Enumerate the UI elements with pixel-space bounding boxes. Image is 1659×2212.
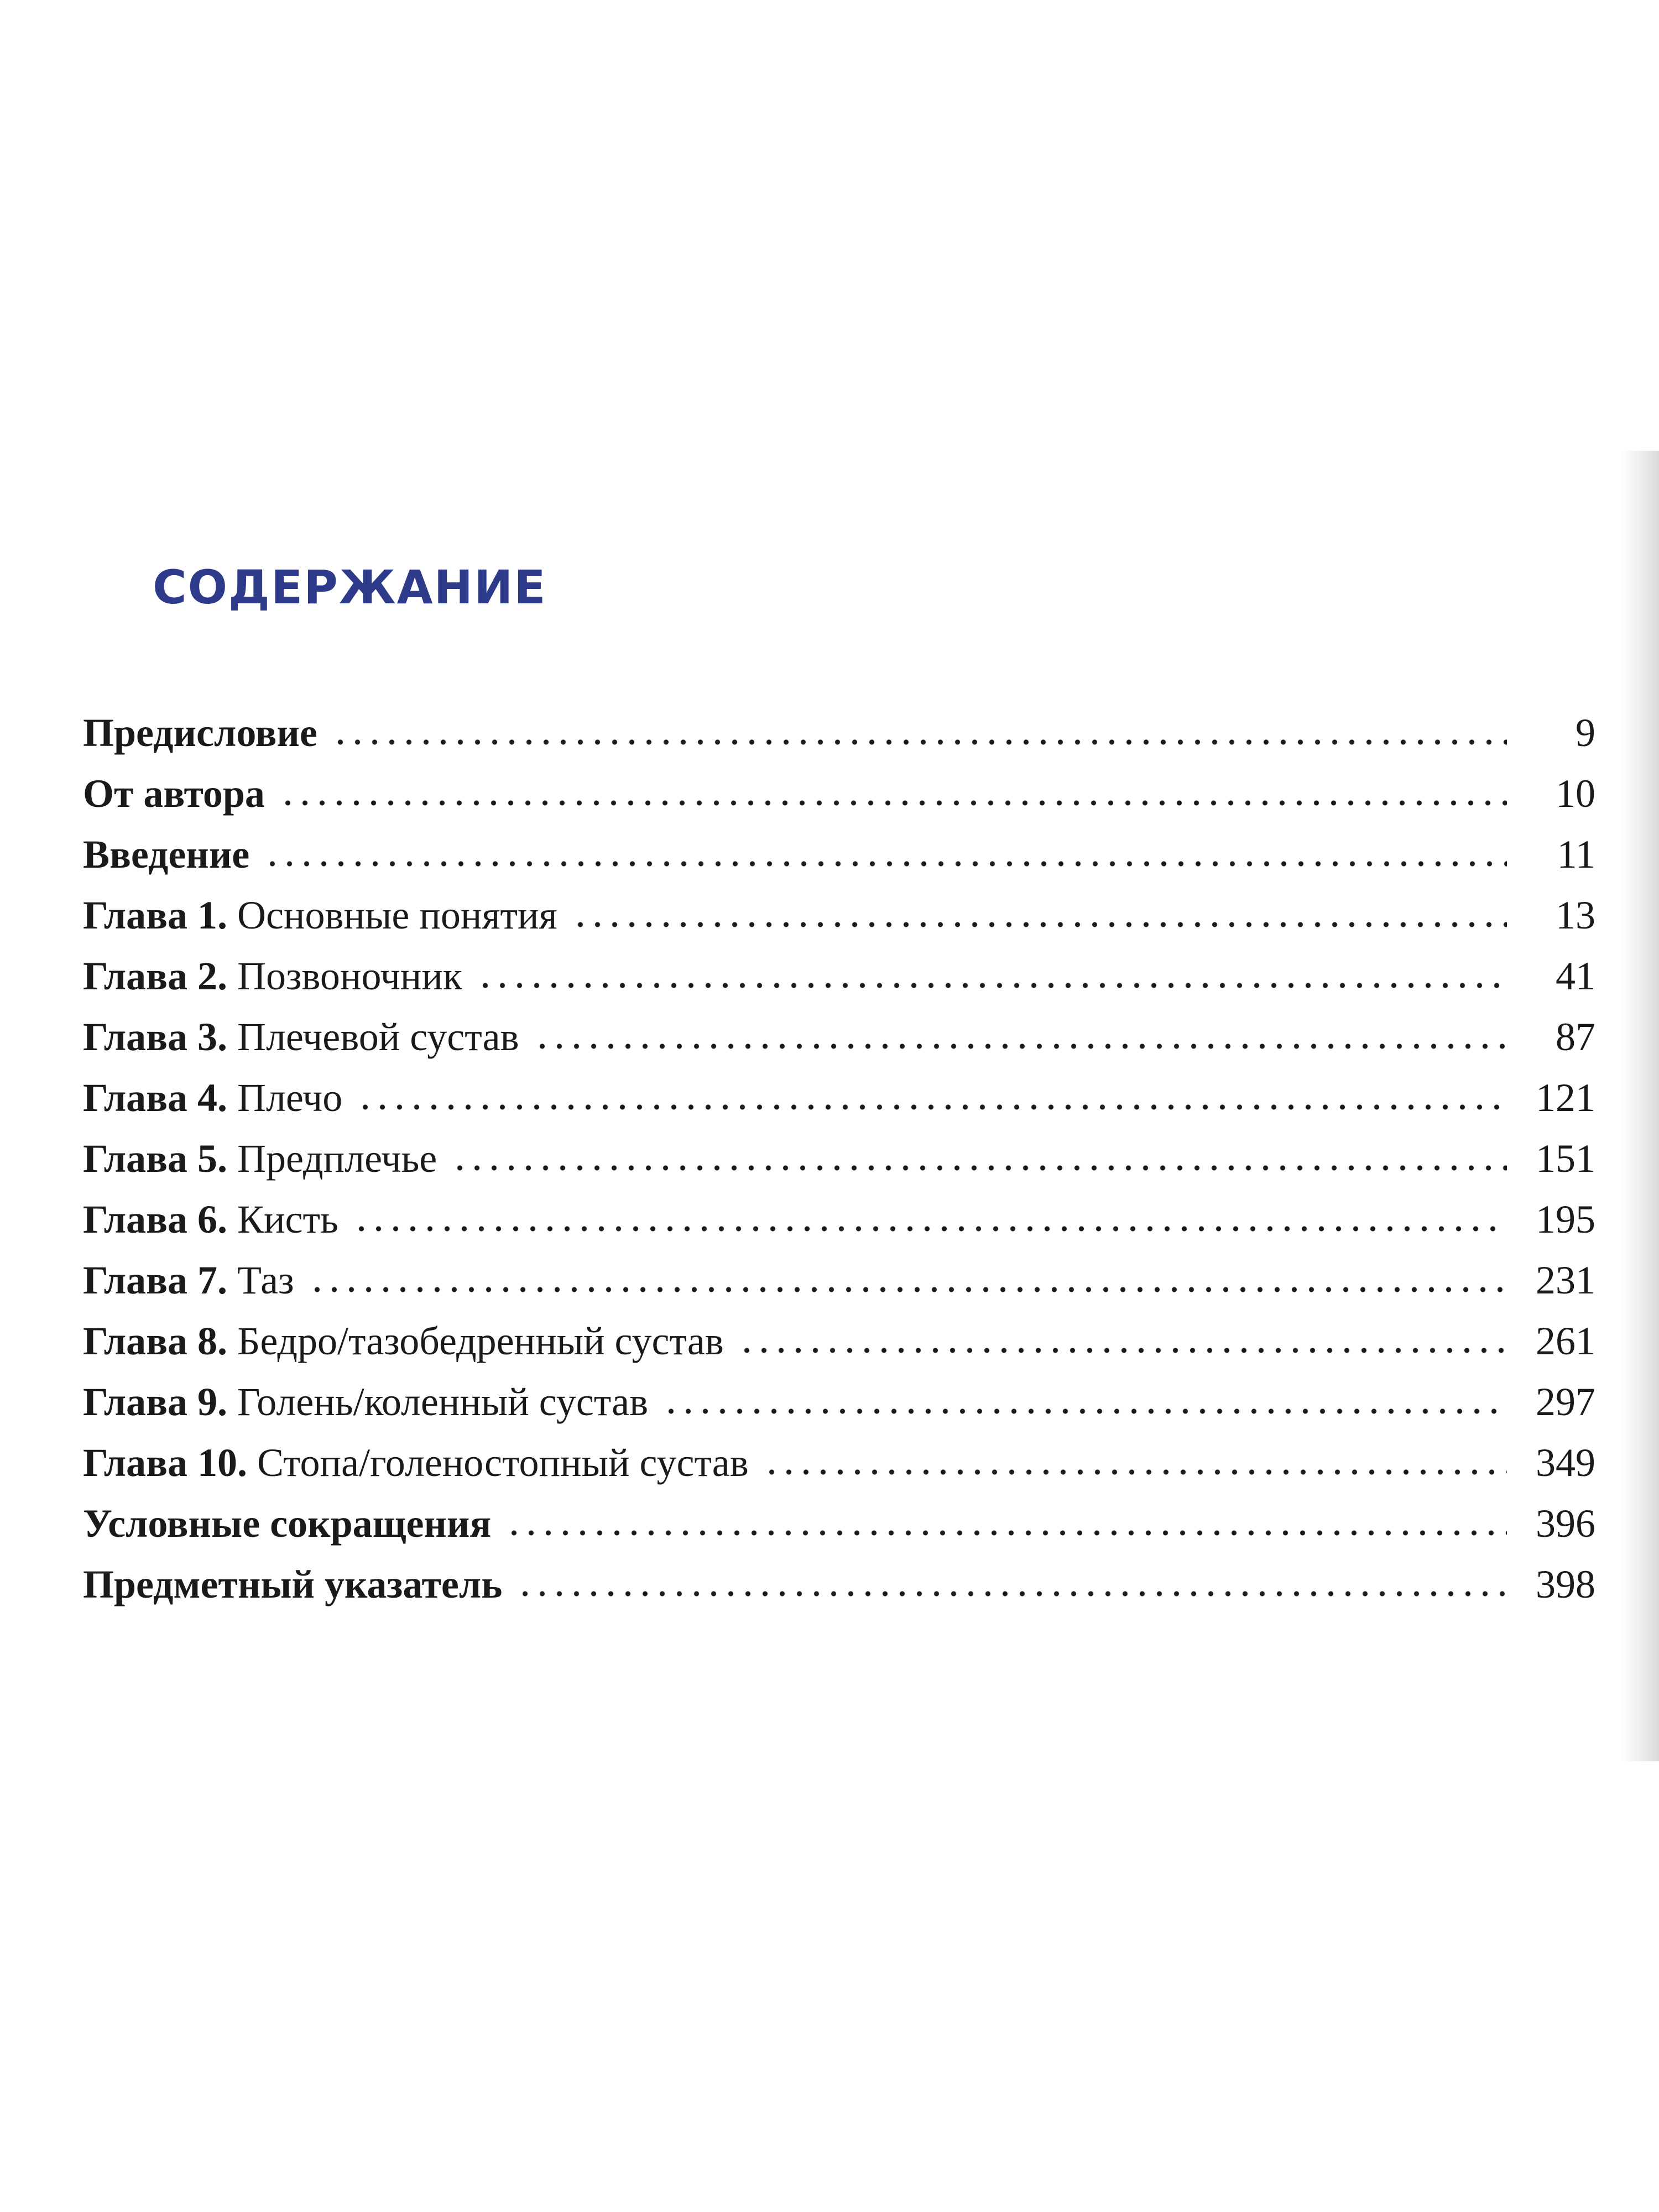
toc-entry-title <box>83 885 557 946</box>
toc-dot-leader <box>332 739 1507 745</box>
toc-entry-label: Введение <box>83 832 250 877</box>
toc-list <box>83 702 1595 1615</box>
toc-entry-label: Глава 1. <box>83 893 227 937</box>
toc-entry-label: Предисловие <box>83 711 317 755</box>
toc-entry-title <box>83 1006 519 1067</box>
toc-dot-leader <box>572 922 1507 927</box>
toc-dot-leader <box>353 1226 1507 1232</box>
toc-entry-subject-index <box>83 1554 1595 1615</box>
toc-entry-chapter-8 <box>83 1311 1595 1371</box>
toc-entry-chapter-1 <box>83 885 1595 946</box>
toc-dot-leader <box>309 1287 1507 1292</box>
toc-dot-leader <box>517 1591 1507 1597</box>
toc-entry-label: Глава 10. <box>83 1441 247 1485</box>
toc-entry-label: Глава 8. <box>83 1319 227 1363</box>
toc-page-number: 121 <box>1536 1076 1595 1120</box>
toc-entry-title <box>83 1311 724 1371</box>
toc-entry-title <box>83 1189 338 1250</box>
toc-entry-title <box>83 702 317 763</box>
toc-entry-chapter-5 <box>83 1128 1595 1189</box>
toc-entry-chapter-6 <box>83 1189 1595 1250</box>
toc-entry-from-author <box>83 763 1595 824</box>
toc-dot-leader <box>534 1044 1507 1049</box>
toc-entry-chapter-title: Голень/коленный сустав <box>237 1380 649 1424</box>
toc-entry-title <box>83 946 462 1006</box>
toc-dot-leader <box>738 1348 1507 1353</box>
toc-entry-chapter-title: Таз <box>237 1258 294 1302</box>
toc-page-number: 396 <box>1536 1501 1595 1546</box>
toc-entry-preface <box>83 702 1595 763</box>
toc-heading: СОДЕРЖАНИЕ <box>153 560 547 614</box>
toc-entry-title <box>83 1432 749 1493</box>
toc-entry-label: Глава 3. <box>83 1015 227 1059</box>
toc-entry-label: Глава 4. <box>83 1076 227 1120</box>
toc-entry-chapter-title: Плечо <box>237 1076 343 1120</box>
toc-page-number: 13 <box>1556 893 1595 937</box>
toc-dot-leader <box>763 1469 1507 1475</box>
toc-entry-chapter-10 <box>83 1432 1595 1493</box>
page-edge-shadow <box>1620 451 1659 1761</box>
toc-dot-leader <box>477 983 1507 988</box>
toc-entry-title <box>83 1371 648 1432</box>
toc-entry-chapter-title: Стопа/голеностопный сустав <box>257 1441 749 1485</box>
toc-page-number: 231 <box>1536 1258 1595 1302</box>
toc-entry-chapter-4 <box>83 1067 1595 1128</box>
toc-entry-title <box>83 824 249 885</box>
toc-entry-chapter-title: Плечевой сустав <box>237 1015 519 1059</box>
toc-entry-title <box>83 1128 437 1189</box>
toc-page-number: 10 <box>1556 771 1595 816</box>
toc-entry-chapter-title: Бедро/тазобедренный сустав <box>237 1319 724 1363</box>
toc-entry-label: Условные сокращения <box>83 1501 492 1546</box>
toc-dot-leader <box>451 1165 1507 1171</box>
toc-entry-chapter-title: Основные понятия <box>237 893 557 937</box>
toc-page-number: 398 <box>1536 1562 1595 1606</box>
toc-entry-label: От автора <box>83 771 265 816</box>
toc-entry-title <box>83 763 265 824</box>
toc-page-number: 87 <box>1556 1015 1595 1059</box>
toc-entry-introduction <box>83 824 1595 885</box>
toc-page-number: 11 <box>1557 832 1595 877</box>
toc-entry-abbreviations <box>83 1493 1595 1554</box>
toc-page-number: 41 <box>1556 954 1595 998</box>
toc-page-number: 349 <box>1536 1441 1595 1485</box>
toc-entry-title <box>83 1493 491 1554</box>
toc-entry-label: Глава 5. <box>83 1136 227 1181</box>
toc-entry-title <box>83 1067 342 1128</box>
toc-dot-leader <box>505 1530 1507 1536</box>
toc-entry-label: Глава 7. <box>83 1258 227 1302</box>
toc-entry-chapter-title: Позвоночник <box>237 954 462 998</box>
toc-dot-leader <box>264 861 1507 867</box>
toc-page-number: 9 <box>1575 711 1595 755</box>
toc-page-number: 261 <box>1536 1319 1595 1363</box>
toc-dot-leader <box>279 800 1507 806</box>
toc-entry-chapter-7 <box>83 1250 1595 1311</box>
toc-entry-chapter-3 <box>83 1006 1595 1067</box>
toc-dot-leader <box>357 1104 1507 1110</box>
toc-dot-leader <box>662 1408 1507 1414</box>
toc-entry-chapter-9 <box>83 1371 1595 1432</box>
toc-page-number: 151 <box>1536 1136 1595 1181</box>
toc-page-number: 297 <box>1536 1380 1595 1424</box>
toc-entry-label: Глава 2. <box>83 954 227 998</box>
toc-entry-label: Глава 6. <box>83 1197 227 1241</box>
toc-page-number: 195 <box>1536 1197 1595 1241</box>
toc-entry-label: Предметный указатель <box>83 1562 503 1606</box>
toc-entry-chapter-title: Кисть <box>237 1197 338 1241</box>
toc-entry-chapter-2 <box>83 946 1595 1006</box>
toc-entry-chapter-title: Предплечье <box>237 1136 437 1181</box>
toc-entry-title <box>83 1250 294 1311</box>
toc-entry-title <box>83 1554 502 1615</box>
toc-entry-label: Глава 9. <box>83 1380 227 1424</box>
